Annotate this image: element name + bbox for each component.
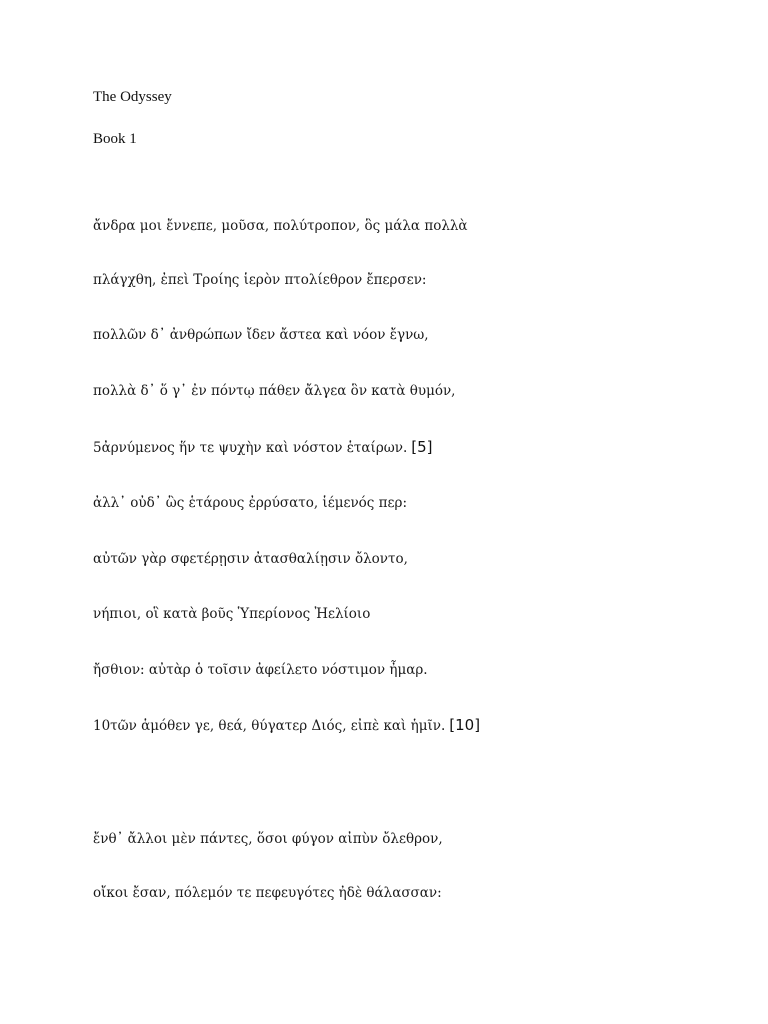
verse-text: οἴκοι ἔσαν, πόλεμόν τε πεφευγότες ἠδὲ θάλασσαν:	[93, 885, 442, 901]
verse-text: ἄνδρα μοι ἔννεπε, μοῦσα, πολύτροπον, ὃς μάλα πολλὰ	[93, 218, 468, 234]
verse-line	[93, 830, 443, 848]
verse-text: 5ἀρνύμενος ἥν τε ψυχὴν καὶ νόστον ἑταίρων.	[93, 440, 408, 456]
verse-text: ἔνθ᾽ ἄλλοι μὲν πάντες, ὅσοι φύγον αἰπὺν ὄλεθρον,	[93, 831, 443, 847]
verse-line	[93, 326, 429, 344]
book-heading: Book 1	[93, 131, 137, 147]
verse-line	[93, 550, 408, 568]
verse-line	[93, 605, 370, 623]
verse-text: πολλὰ δ᾽ ὅ γ᾽ ἐν πόντῳ πάθεν ἄλγεα ὃν κατὰ θυμόν,	[93, 383, 456, 399]
document-title: The Odyssey	[93, 89, 172, 105]
verse-line	[93, 438, 433, 457]
verse-line	[93, 884, 442, 902]
line-number-marker: [10]	[449, 716, 481, 734]
verse-line	[93, 271, 426, 289]
verse-line	[93, 217, 468, 235]
verse-line	[93, 494, 407, 512]
verse-text: πολλῶν δ᾽ ἀνθρώπων ἴδεν ἄστεα καὶ νόον ἔγνω,	[93, 327, 429, 343]
verse-text: νήπιοι, οἳ κατὰ βοῦς Ὑπερίονος Ἠελίοιο	[93, 606, 371, 622]
line-number-marker: [5]	[411, 438, 433, 456]
verse-text: πλάγχθη, ἐπεὶ Τροίης ἱερὸν πτολίεθρον ἔπερσεν:	[93, 272, 427, 288]
verse-line	[93, 382, 455, 400]
verse-line	[93, 716, 480, 735]
verse-line	[93, 661, 428, 679]
verse-text: ἀλλ᾽ οὐδ᾽ ὣς ἑτάρους ἐρρύσατο, ἱέμενός περ:	[93, 495, 408, 511]
verse-text: αὐτῶν γὰρ σφετέρῃσιν ἀτασθαλίῃσιν ὄλοντο,	[93, 551, 408, 567]
verse-text: 10τῶν ἁμόθεν γε, θεά, θύγατερ Διός, εἰπὲ καὶ ἡμῖν.	[93, 718, 446, 734]
verse-text: ἤσθιον: αὐτὰρ ὁ τοῖσιν ἀφείλετο νόστιμον ἦμαρ.	[93, 662, 428, 678]
